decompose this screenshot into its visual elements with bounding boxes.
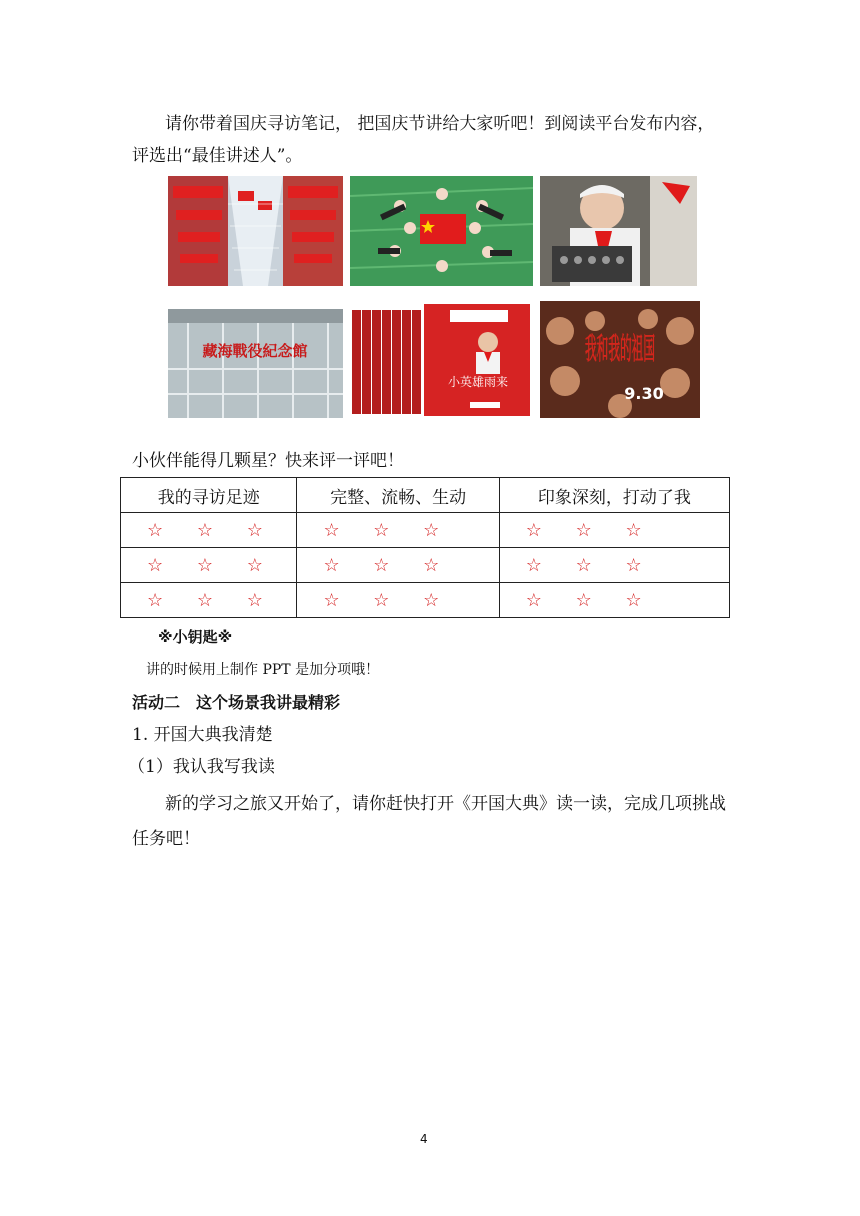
star-icons[interactable]: ☆ ☆ ☆	[323, 519, 454, 541]
poster-date-text: 9.30	[624, 384, 664, 403]
activity-heading: 活动二 这个场景我讲最精彩	[132, 693, 341, 712]
photo-veteran	[540, 176, 697, 286]
star-icons[interactable]: ☆ ☆ ☆	[323, 554, 454, 576]
activity-body-line-2: 任务吧！	[132, 829, 200, 849]
star-rating-cell[interactable]	[499, 548, 729, 583]
star-rating-cell[interactable]	[121, 548, 297, 583]
star-rating-cell[interactable]	[499, 513, 729, 548]
book-title-text: 小英雄雨来	[447, 375, 509, 389]
rating-row	[121, 548, 730, 583]
star-icons[interactable]: ☆ ☆ ☆	[147, 554, 277, 576]
activity-body-line-1: 新的学习之旅又开始了，请你赶快打开《开国大典》读一读，完成几项挑战	[165, 794, 726, 814]
star-rating-cell[interactable]	[121, 513, 297, 548]
photo-students-flag	[350, 176, 533, 286]
star-rating-cell[interactable]	[297, 513, 499, 548]
star-icons[interactable]: ☆ ☆ ☆	[147, 519, 277, 541]
rating-row	[121, 513, 730, 548]
page-number: 4	[420, 1132, 428, 1146]
star-rating-cell[interactable]	[499, 583, 729, 618]
star-rating-cell[interactable]	[297, 583, 499, 618]
tip-title: ※小钥匙※	[158, 628, 233, 646]
rating-row	[121, 583, 730, 618]
photo-memorial-hall	[168, 309, 343, 418]
hall-sign-text: 藏海戰役紀念館	[202, 342, 308, 360]
photo-book-set	[350, 302, 533, 418]
star-rating-cell[interactable]	[297, 548, 499, 583]
star-icons[interactable]: ☆ ☆ ☆	[323, 589, 454, 611]
rating-table	[120, 477, 730, 618]
activity-item-2: （1）我认我写我读	[128, 757, 275, 777]
rating-header-fluency: 完整、流畅、生动	[297, 478, 499, 513]
photo-movie-poster	[540, 301, 700, 418]
star-icons[interactable]: ☆ ☆ ☆	[525, 554, 656, 576]
rating-header-footprints: 我的寻访足迹	[121, 478, 297, 513]
star-icons[interactable]: ☆ ☆ ☆	[525, 589, 656, 611]
rating-header-row	[121, 478, 730, 513]
tip-text: 讲的时候用上制作 PPT 是加分项哦！	[146, 662, 380, 678]
rating-prompt: 小伙伴能得几颗星？快来评一评吧！	[132, 451, 404, 471]
rating-header-impression: 印象深刻，打动了我	[499, 478, 729, 513]
intro-line-2: 评选出“最佳讲述人”。	[132, 146, 303, 166]
intro-line-1: 请你带着国庆寻访笔记， 把国庆节讲给大家听吧！到阅读平台发布内容，	[165, 114, 715, 134]
poster-title-text: 我和我的祖国	[585, 332, 655, 367]
star-icons[interactable]: ☆ ☆ ☆	[525, 519, 656, 541]
star-rating-cell[interactable]	[121, 583, 297, 618]
star-icons[interactable]: ☆ ☆ ☆	[147, 589, 277, 611]
photo-grid	[168, 176, 700, 418]
photo-atrium-flags	[168, 176, 343, 286]
activity-item-1: 1. 开国大典我清楚	[132, 725, 273, 745]
